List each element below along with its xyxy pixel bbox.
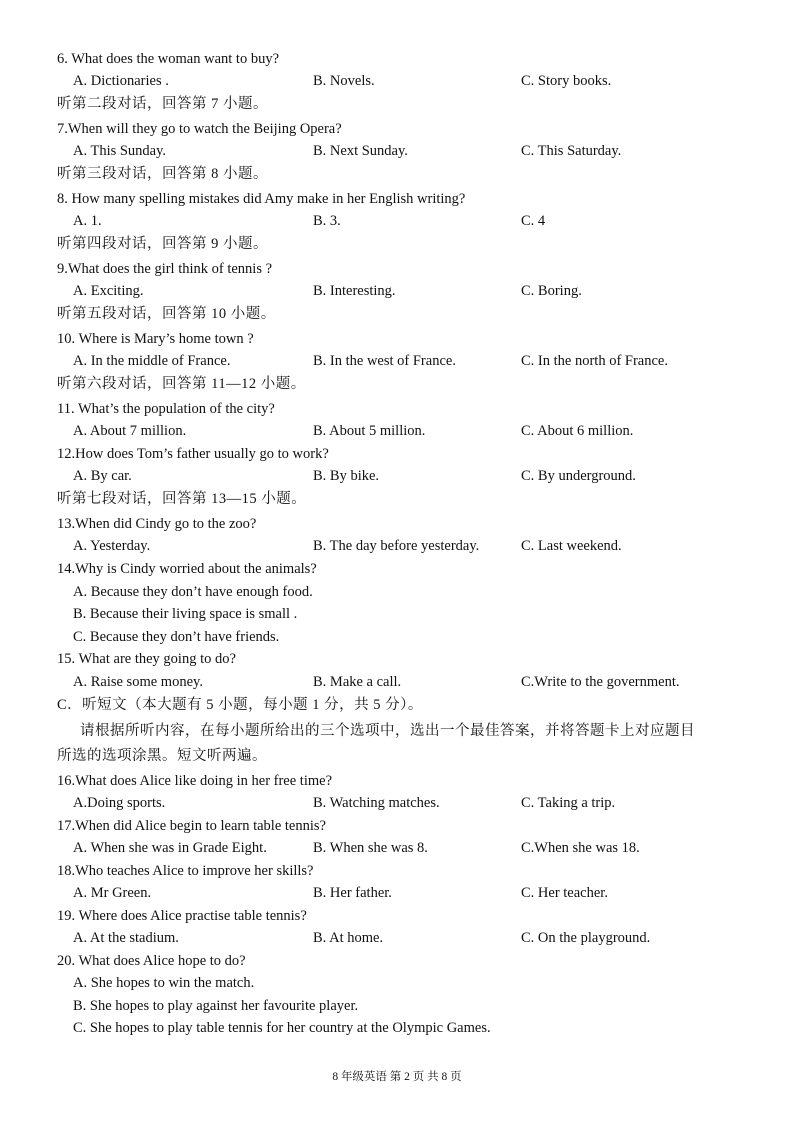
answer-option-a: A. Because they don’t have enough food.	[73, 584, 313, 600]
answer-option-c: C. Last weekend.	[521, 538, 622, 554]
answer-option-b: B. 3.	[313, 213, 341, 229]
section-instruction: 听第七段对话，回答第 13—15 小题。	[57, 491, 307, 507]
answer-option-a: C. She hopes to play table tennis for her country at the Olympic Games.	[73, 1020, 491, 1036]
answer-option-c: C. Boring.	[521, 283, 582, 299]
question-stem: 16.What does Alice like doing in her free time?	[57, 773, 333, 789]
question-stem: 18.Who teaches Alice to improve her skills?	[57, 863, 314, 879]
answer-option-a: A. This Sunday.	[73, 143, 167, 159]
answer-option-a: A. Mr Green.	[73, 885, 152, 901]
question-stem: 10. Where is Mary’s home town ?	[57, 331, 254, 347]
section-instruction: 听第四段对话，回答第 9 小题。	[57, 236, 268, 252]
answer-option-b: B. Next Sunday.	[313, 143, 408, 159]
answer-option-a: A. Dictionaries .	[73, 73, 169, 89]
answer-option-a: A. At the stadium.	[73, 930, 179, 946]
answer-option-a: B. Because their living space is small .	[73, 606, 298, 622]
answer-option-a: A. When she was in Grade Eight.	[73, 840, 267, 856]
question-stem: 13.When did Cindy go to the zoo?	[57, 516, 257, 532]
answer-option-a: C. Because they don’t have friends.	[73, 629, 280, 645]
answer-option-a: A. In the middle of France.	[73, 353, 231, 369]
question-stem: 11. What’s the population of the city?	[57, 401, 275, 417]
question-stem: 8. How many spelling mistakes did Amy make in her English writing?	[57, 191, 466, 207]
answer-option-c: C.Write to the government.	[521, 674, 680, 690]
answer-option-a: A. About 7 million.	[73, 423, 187, 439]
answer-option-a: A. By car.	[73, 468, 132, 484]
question-stem: 12.How does Tom’s father usually go to work?	[57, 446, 329, 462]
answer-option-a: A.Doing sports.	[73, 795, 166, 811]
answer-option-a: A. 1.	[73, 213, 102, 229]
answer-option-b: B. Make a call.	[313, 674, 402, 690]
answer-option-c: C. About 6 million.	[521, 423, 634, 439]
question-stem: 6. What does the woman want to buy?	[57, 51, 280, 67]
question-stem: 19. Where does Alice practise table tennis?	[57, 908, 307, 924]
section-instruction: 请根据所听内容，在每小题所给出的三个选项中，选出一个最佳答案，并将答题卡上对应题目	[80, 723, 695, 739]
answer-option-b: B. When she was 8.	[313, 840, 428, 856]
answer-option-b: B. At home.	[313, 930, 384, 946]
question-stem: 15. What are they going to do?	[57, 651, 236, 667]
section-instruction: 听第二段对话，回答第 7 小题。	[57, 96, 268, 112]
answer-option-a: A. Yesterday.	[73, 538, 151, 554]
answer-option-b: B. Watching matches.	[313, 795, 440, 811]
page-footer: 8 年级英语 第 2 页 共 8 页	[332, 1071, 462, 1083]
section-instruction: 听第六段对话，回答第 11—12 小题。	[57, 376, 306, 392]
section-instruction: 听第三段对话，回答第 8 小题。	[57, 166, 268, 182]
answer-option-c: C. Story books.	[521, 73, 612, 89]
answer-option-a: A. Raise some money.	[73, 674, 203, 690]
answer-option-c: C. In the north of France.	[521, 353, 668, 369]
answer-option-a: B. She hopes to play against her favourite player.	[73, 998, 359, 1014]
answer-option-c: C. 4	[521, 213, 546, 229]
question-stem: 17.When did Alice begin to learn table tennis?	[57, 818, 326, 834]
answer-option-c: C. Taking a trip.	[521, 795, 616, 811]
answer-option-a: A. She hopes to win the match.	[73, 975, 255, 991]
answer-option-b: B. By bike.	[313, 468, 380, 484]
section-instruction: 听第五段对话，回答第 10 小题。	[57, 306, 276, 322]
section-instruction: C．听短文（本大题有 5 小题，每小题 1 分，共 5 分）。	[57, 697, 423, 713]
question-stem: 20. What does Alice hope to do?	[57, 953, 246, 969]
answer-option-c: C.When she was 18.	[521, 840, 640, 856]
answer-option-a: A. Exciting.	[73, 283, 144, 299]
answer-option-b: B. The day before yesterday.	[313, 538, 480, 554]
question-stem: 9.What does the girl think of tennis ?	[57, 261, 273, 277]
answer-option-c: C. This Saturday.	[521, 143, 622, 159]
answer-option-c: C. By underground.	[521, 468, 636, 484]
section-instruction: 所选的选项涂黑。短文听两遍。	[57, 748, 267, 764]
answer-option-b: B. Her father.	[313, 885, 392, 901]
answer-option-b: B. About 5 million.	[313, 423, 426, 439]
question-stem: 7.When will they go to watch the Beijing Opera?	[57, 121, 342, 137]
answer-option-b: B. In the west of France.	[313, 353, 456, 369]
answer-option-c: C. On the playground.	[521, 930, 651, 946]
answer-option-c: C. Her teacher.	[521, 885, 608, 901]
answer-option-b: B. Interesting.	[313, 283, 396, 299]
question-stem: 14.Why is Cindy worried about the animals?	[57, 561, 317, 577]
answer-option-b: B. Novels.	[313, 73, 375, 89]
